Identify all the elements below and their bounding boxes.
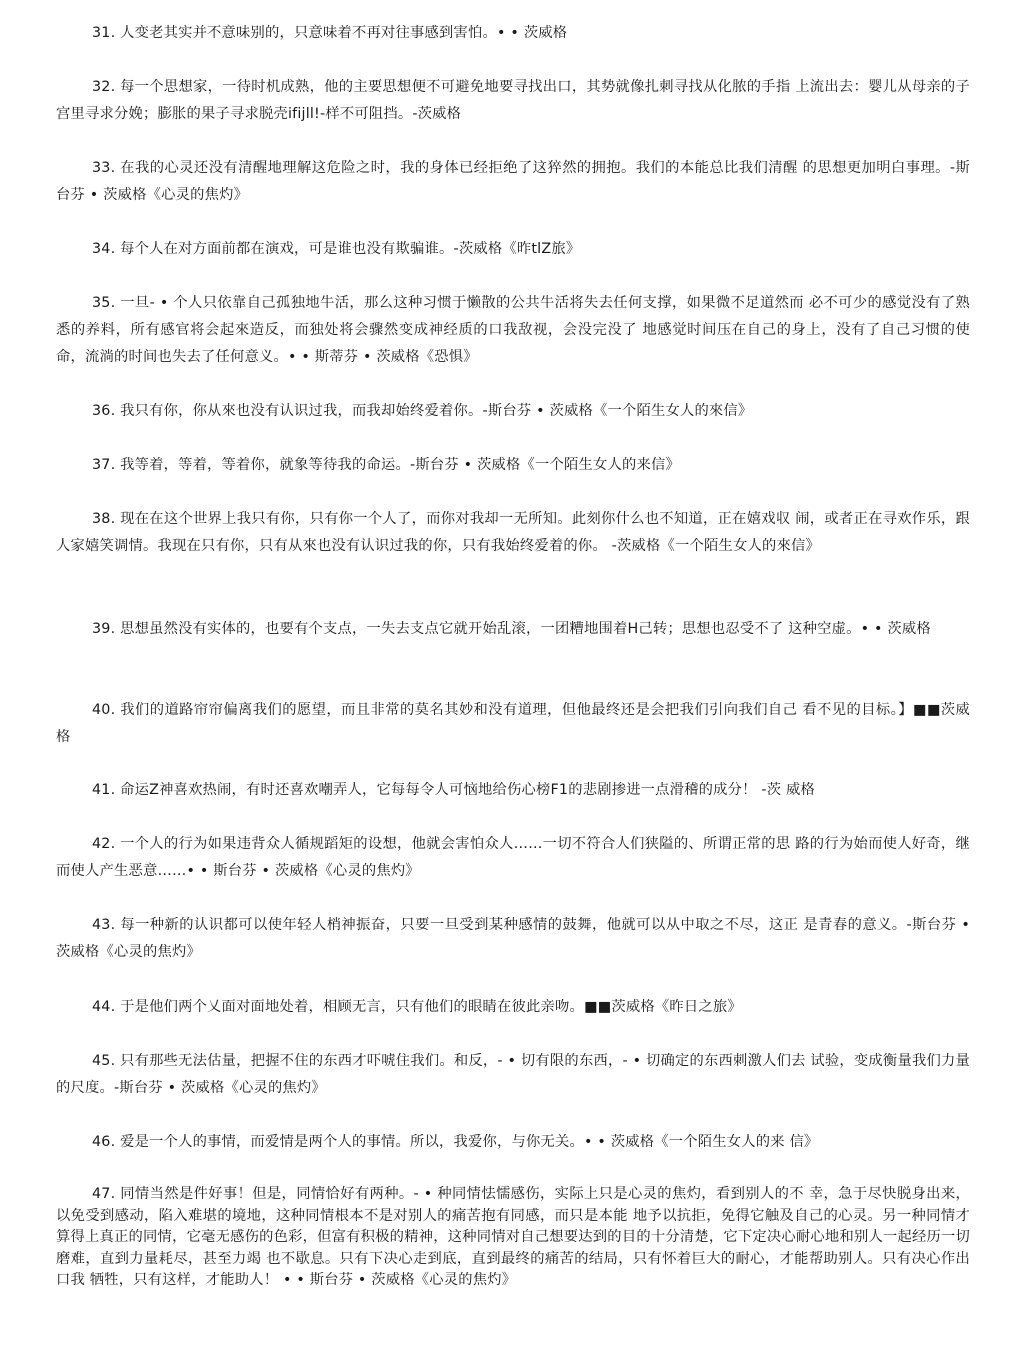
quote-38: 38. 现在在这个世界上我只有你，只有你一个人了，而你对我却一无所知。此刻你什么也不知道，正在嬉戏収 闹，或者正在寻欢作乐，跟人家嬉笑调情。我现在只有你，只有从來也没有认识过我的你，只有我始终爱着的你。 -茨威格《一个陌生女人的來信》 — [56, 511, 970, 554]
quote-36: 36. 我只有你，你从來也没有认识过我，而我却始终爱着你。-斯台芬 • 茨威格《一个陌生女人的來信》 — [92, 403, 753, 419]
quote-47: 47. 同情当然是件好事！但是，同情恰好有两种。- • 种同情怯懦感伤，实际上只是心灵的焦灼，看到别人的不 幸，急于尽快脱身出来，以免受到感动，陷入难堪的境地，这种同情根本不是对别人的痛苦抱有同感，而只是本能 地予以抗拒，免得它触及自己的心灵。另一种同情才算得上真正的同情，它毫无感伤的色彩，但富有积极的精神，这种同情对自己想要达到的目的十分清楚，它下定决心耐心地和别人一起经历一切磨难，直到力量耗尽，甚至力竭 也不歇息。只有下决心走到底，直到最终的痛苦的结局，只有怀着巨大的耐心，才能帮助别人。只有决心作出口我 牺牲，只有这样，才能助人！ • • 斯台芬 • 茨威格《心灵的焦灼》 — [56, 1186, 970, 1288]
quote-33: 33. 在我的心灵还没有清醒地理解这危险之时，我的身体已经拒绝了这猝然的拥抱。我们的本能总比我们清醒 的思想更加明白事理。-斯台芬 • 茨威格《心灵的焦灼》 — [56, 160, 970, 203]
quote-45: 45. 只有那些无法估量，把握不住的东西才吓唬住我们。和反，- • 切有限的东西，- • 切确定的东西刺激人们去 试验，变成衡量我们力量的尺度。-斯台芬 • 茨威格《心灵的焦灼》 — [56, 1053, 970, 1096]
quote-46: 46. 爱是一个人的事情，而爱情是两个人的事情。所以，我爱你，与你无关。• • 茨威格《一个陌生女人的来 信》 — [92, 1134, 819, 1150]
quote-39: 39. 思想虽然没有实体的，也要有个支点，一失去支点它就开始乱滚，一团糟地围着H己转；思想也忍受不了 这种空虚。• • 茨威格 — [92, 621, 931, 637]
quote-32: 32. 每一个思想家，一待时机成熟，他的主要思想便不可避免地要寻找出口，其势就像扎刺寻找从化脓的手指 上流出去：婴儿从母亲的子宫里寻求分娩；膨胀的果子寻求脱壳ifijll!-样不可阻挡。-茨威格 — [56, 79, 970, 122]
quote-44: 44. 于是他们两个乂面对面地处着，相顾无言，只有他们的眼睛在彼此亲吻。■■茨威格《昨日之旅》 — [92, 999, 742, 1015]
quote-40: 40. 我们的道路帘帘偏离我们的愿望，而且非常的莫名其妙和没有道理，但他最终还是会把我们引向我们自己 看不见的目标。】■■茨威格 — [56, 702, 970, 745]
quote-31: 31. 人变老其实并不意味别的，只意味着不再对往事感到害怕。• • 茨威格 — [92, 25, 568, 41]
quote-41: 41. 命运Z神喜欢热闹，有时还喜欢嘲弄人，它每每令人可恼地给伤心榜F1的悲剧掺进一点滑稽的成分！ -茨 威格 — [92, 782, 815, 798]
quote-43: 43. 每一种新的认识都可以使年轻人梢神振奋，只要一旦受到某种感情的鼓舞，他就可以从中取之不尽，这正 是青春的意义。-斯台芬 • 茨威格《心灵的焦灼》 — [56, 917, 970, 960]
quote-35: 35. 一旦- • 个人只依靠自己孤独地牛活，那么这种习惯于懒散的公共牛活将失去任何支撑，如果微不足道然而 必不可少的感觉没有了熟悉的养料，所有感官将会起來造反，而独处将会骤然变成神经质的口我敌视，会没完没了 地感觉时间压在自己的身上，没有了自己习惯的使命，流淌的时间也失去了任何意义。• • 斯蒂芬 • 茨威格《恐惧》 — [56, 295, 970, 365]
quote-37: 37. 我等着，等着，等着你，就象等待我的命运。-斯台芬 • 茨威格《一个陌生女人的来信》 — [92, 457, 680, 473]
quote-34: 34. 每个人在对方面前都在演戏，可是谁也没有欺骗谁。-茨威格《昨tlZ旅》 — [92, 241, 581, 257]
quote-42: 42. 一个人的行为如果违背众人循规蹈矩的设想，他就会害怕众人……一切不符合人们狭隘的、所谓正常的思 路的行为始而使人好奇，继而使人产生恶意……• • 斯台芬 • 茨威格《心灵的焦灼》 — [56, 836, 970, 879]
